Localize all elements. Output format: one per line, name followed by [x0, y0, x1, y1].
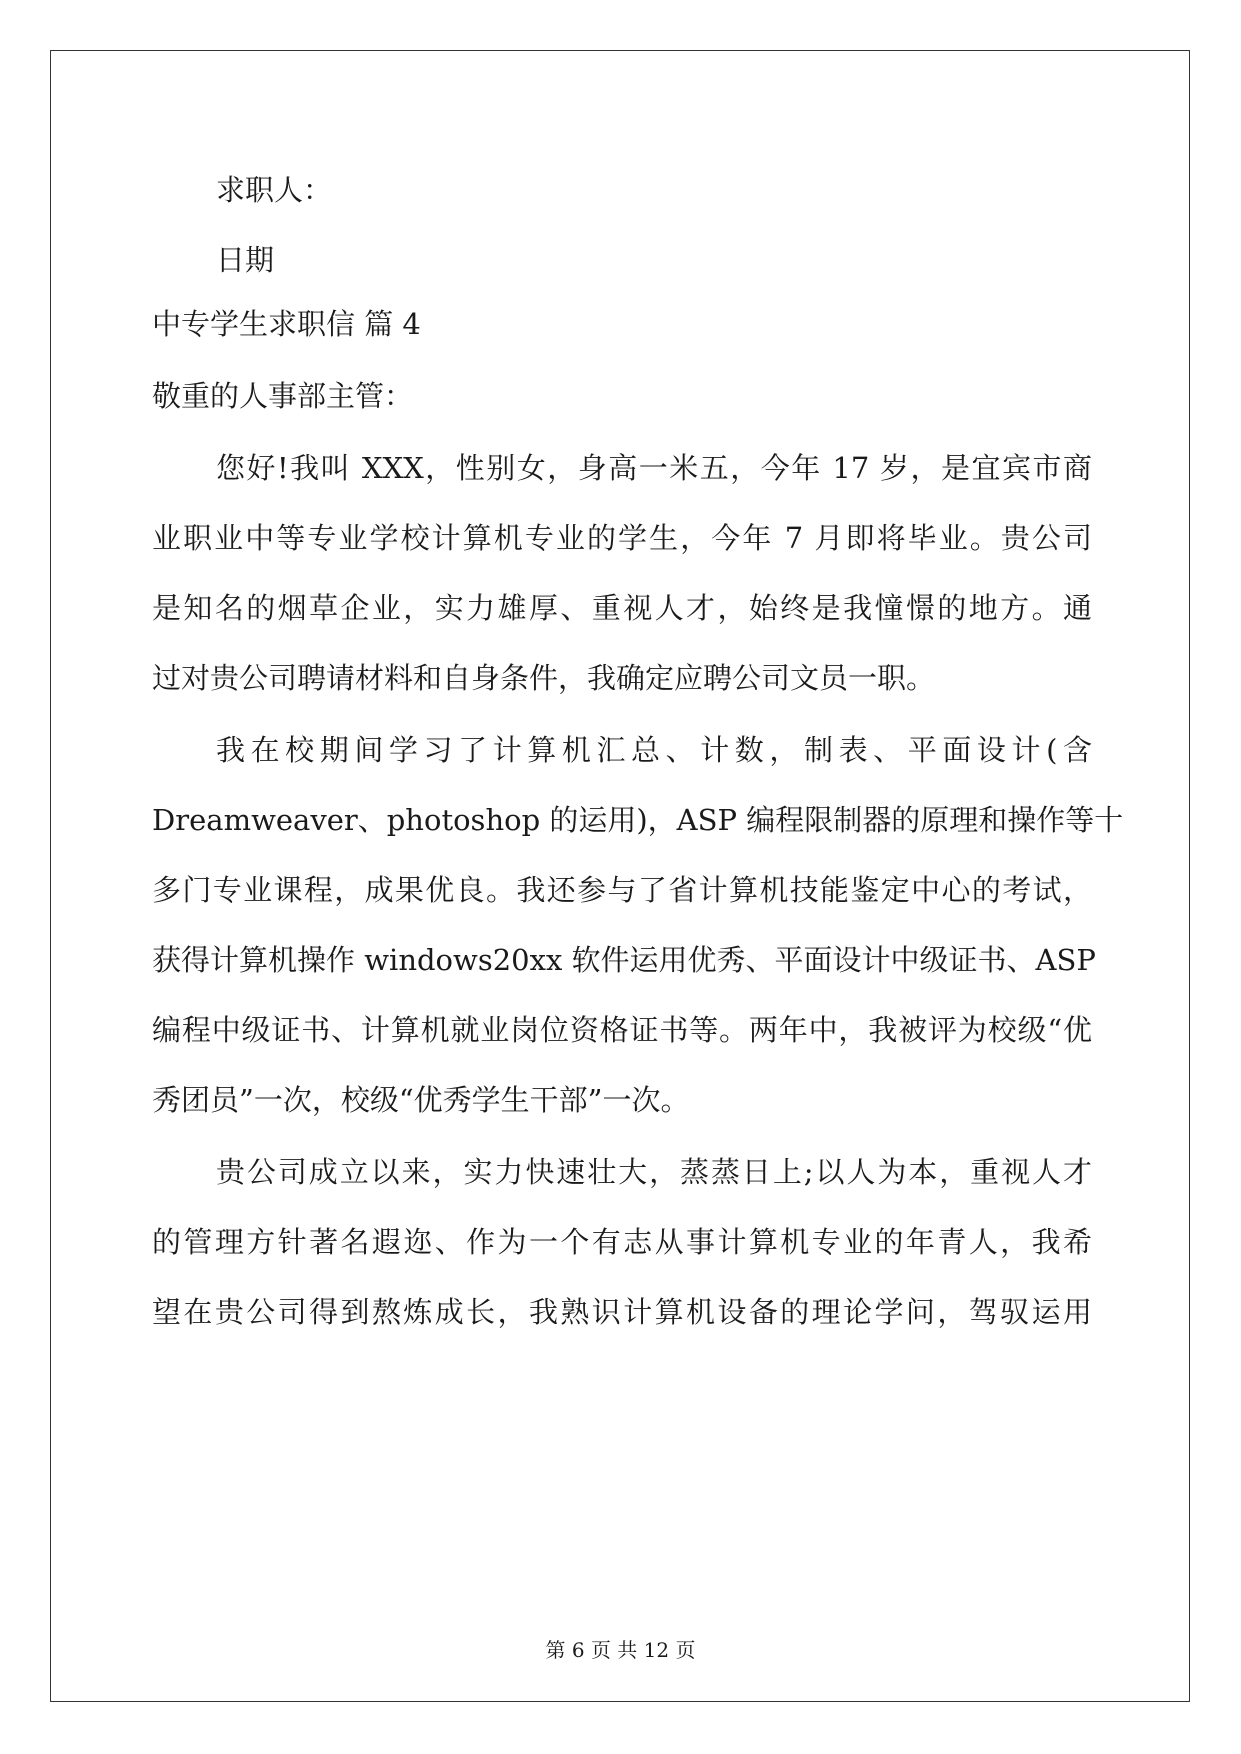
salutation: 敬重的人事部主管：: [152, 379, 414, 413]
paragraph-line: 编程中级证书、计算机就业岗位资格证书等。两年中，我被评为校级“优: [152, 1013, 1092, 1047]
applicant-line: 求职人：: [216, 173, 333, 207]
paragraph-line: 获得计算机操作 windows20xx 软件运用优秀、平面设计中级证书、ASP: [152, 943, 1096, 977]
page-footer: 第 6 页 共 12 页: [545, 1638, 696, 1662]
paragraph-line: 的管理方针著名遐迩、作为一个有志从事计算机专业的年青人，我希: [152, 1225, 1092, 1259]
paragraph-line: 是知名的烟草企业，实力雄厚、重视人才，始终是我憧憬的地方。通: [152, 591, 1092, 625]
paragraph-line: 贵公司成立以来，实力快速壮大，蒸蒸日上;以人为本，重视人才: [216, 1155, 1092, 1189]
paragraph-line: 过对贵公司聘请材料和自身条件，我确定应聘公司文员一职。: [152, 661, 936, 695]
date-line: 日期: [216, 243, 275, 277]
section-title: 中专学生求职信 篇 4: [152, 307, 421, 341]
paragraph-line: 多门专业课程，成果优良。我还参与了省计算机技能鉴定中心的考试，: [152, 873, 1092, 907]
paragraph-line: 您好!我叫 XXX，性别女，身高一米五，今年 17 岁，是宜宾市商: [216, 451, 1092, 485]
paragraph-line: 我在校期间学习了计算机汇总、计数，制表、平面设计(含: [216, 733, 1092, 767]
paragraph-line: 秀团员”一次，校级“优秀学生干部”一次。: [152, 1083, 690, 1117]
paragraph-line: 望在贵公司得到熬炼成长，我熟识计算机设备的理论学问，驾驭运用: [152, 1295, 1092, 1329]
paragraph-line: 业职业中等专业学校计算机专业的学生，今年 7 月即将毕业。贵公司: [152, 521, 1092, 555]
paragraph-line: Dreamweaver、photoshop 的运用)，ASP 编程限制器的原理和操作等十: [152, 803, 1124, 837]
